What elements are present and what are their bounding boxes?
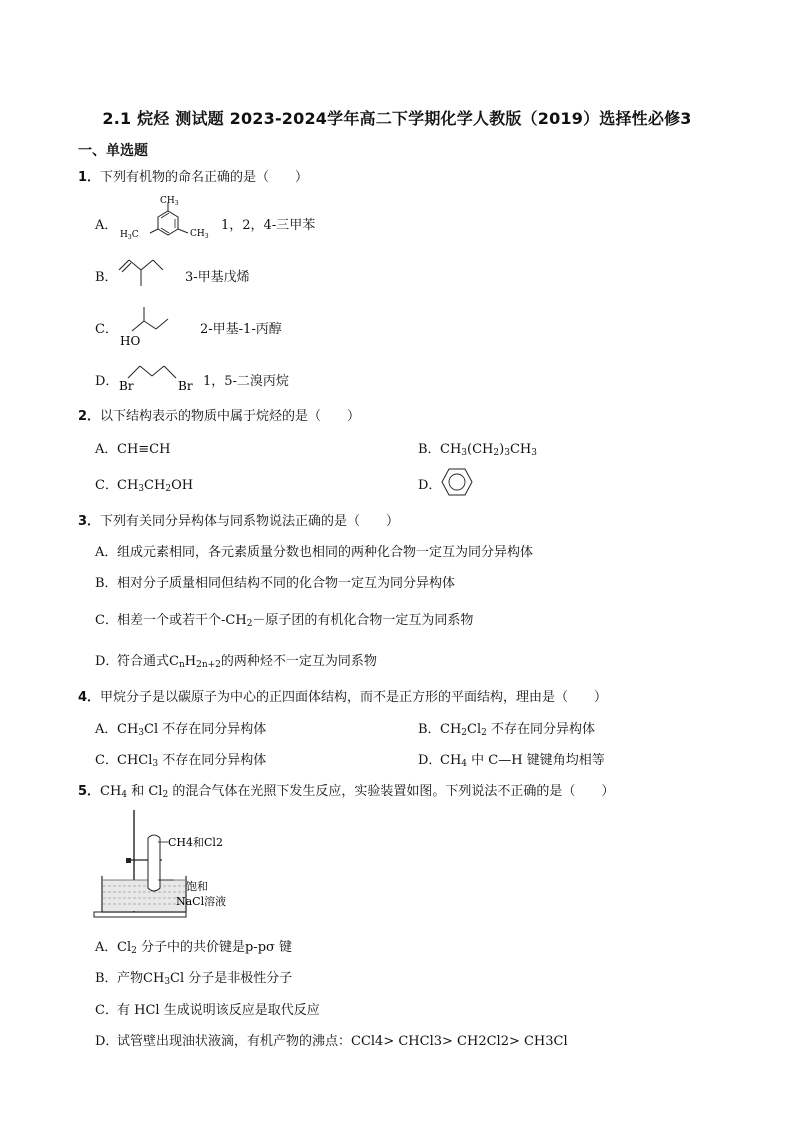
question-number: 3． (78, 514, 101, 529)
q4-option-b[interactable]: B．$CH_2Cl_2$ 不存在同分异构体 (418, 718, 595, 738)
methylpentene-structure (117, 256, 167, 292)
bromine-label-left: Br (119, 379, 134, 393)
option-text: $CH_3(CH_2)_3CH_3$ (440, 442, 537, 458)
q2-option-a[interactable] (95, 438, 170, 457)
option-text: 组成元素相同，各元素质量分数也相同的两种化合物一定互为同分异构体 (117, 545, 534, 560)
q4-option-a[interactable]: A．$CH_3Cl$ 不存在同分异构体 (95, 718, 266, 738)
question-number: 4． (78, 690, 101, 705)
question-stem: 下列有机物的命名正确的是（ ） (100, 170, 309, 185)
option-text: 分子中的共价键是p-pσ 键 (140, 940, 293, 955)
question-5: 5．$CH_4$ 和 $Cl_2$ 的混合气体在光照下发生反应，实验装置如图。下列说法不正确的是（ ） (78, 784, 615, 800)
trimethylbenzene-structure (118, 195, 223, 247)
svg-text:CH3: $CH_3$ (160, 196, 179, 207)
option-text-tail: 分子是非极性分子 (188, 971, 293, 986)
option-text-tail: 的两种烃不一定互为同系物 (220, 654, 377, 669)
hydroxyl-label: HO (120, 334, 141, 348)
option-label: C． (95, 613, 118, 628)
option-label: A． (95, 442, 118, 457)
question-stem: 以下结构表示的物质中属于烷烃的是（ ） (100, 409, 361, 424)
option-label: C． (95, 322, 118, 337)
option-text: $CH_3CH_2OH$ (117, 478, 194, 494)
option-label: C． (95, 1003, 118, 1018)
option-label: A． (95, 722, 118, 737)
svg-text:CH3: $CH_3$ (190, 229, 209, 240)
q3-option-d[interactable]: D．符合通式$C_nH_{2n+2}$的两种烃不一定互为同系物 (95, 650, 377, 670)
option-label: B． (418, 722, 441, 737)
q3-option-b[interactable] (95, 572, 455, 591)
page-title: 2.1 烷烃 测试题 2023-2024学年高二下学期化学人教版（2019）选择性必修3 (102, 109, 692, 128)
option-text: 有 HCl 生成说明该反应是取代反应 (117, 1003, 320, 1018)
q1-option-c-text: 2-甲基-1-丙醇 (200, 322, 282, 337)
experiment-apparatus-figure (92, 808, 252, 926)
option-text: 不存在同分异构体 (162, 753, 267, 768)
q1-option-a-text: 1，2，4-三甲苯 (221, 218, 316, 233)
q5-option-b[interactable]: B．产物$CH_3Cl$ 分子是非极性分子 (95, 967, 292, 987)
q2-option-c[interactable] (95, 474, 193, 494)
option-label: A． (95, 218, 118, 233)
section-heading: 一、单选题 (78, 143, 148, 159)
option-label: B． (418, 442, 441, 457)
question-stem: 下列有关同分异构体与同系物说法正确的是（ ） (100, 514, 400, 529)
q3-option-c[interactable]: C．相差一个或若干个$-CH_2-$原子团的有机化合物一定互为同系物 (95, 609, 473, 629)
q1-option-d-text: 1，5-二溴丙烷 (203, 374, 289, 389)
question-number: 2． (78, 409, 101, 424)
option-label: D． (418, 753, 442, 768)
question-stem: 的混合气体在光照下发生反应，实验装置如图。下列说法不正确的是（ ） (172, 784, 615, 799)
dibromopropane-structure (118, 360, 204, 398)
q3-option-a[interactable] (95, 541, 533, 560)
methylpropanol-structure (118, 305, 188, 353)
q1-option-b-text: 3-甲基戊烯 (185, 270, 250, 285)
option-label: A． (95, 545, 118, 560)
option-text: 不存在同分异构体 (491, 722, 596, 737)
q4-option-c[interactable]: C．CHCl$_3$ 不存在同分异构体 (95, 749, 266, 769)
option-label: D． (95, 1034, 119, 1049)
q2-option-b[interactable] (418, 438, 537, 458)
option-label: A． (95, 940, 118, 955)
option-text: 中 C—H 键键角均相等 (471, 753, 605, 768)
option-label: B． (95, 576, 118, 591)
q1-option-b[interactable] (95, 266, 117, 285)
option-text: 符合通式C (117, 654, 179, 669)
option-text-tail: －原子团的有机化合物一定互为同系物 (252, 613, 474, 628)
figure-solution-label: NaCl溶液 (176, 895, 227, 908)
q2-option-d[interactable] (418, 474, 440, 493)
option-text: 产物 (117, 971, 144, 986)
question-4 (78, 686, 607, 705)
option-label: D． (95, 374, 119, 389)
q1-option-a[interactable] (95, 214, 117, 233)
benzene-ring-structure (440, 466, 474, 502)
option-text: 不存在同分异构体 (162, 722, 267, 737)
option-text: 相对分子质量相同但结构不同的化合物一定互为同分异构体 (117, 576, 456, 591)
q5-option-c[interactable] (95, 999, 320, 1018)
figure-saturated-label: 饱和 (186, 880, 208, 893)
question-2 (78, 405, 360, 424)
q1-option-d[interactable] (95, 370, 117, 389)
question-stem: 甲烷分子是以碳原子为中心的正四面体结构，而不是正方形的平面结构，理由是（ ） (100, 690, 608, 705)
option-text: 相差一个或若干个-CH (117, 613, 247, 628)
question-number: 1． (78, 170, 101, 185)
q1-option-c[interactable] (95, 318, 117, 337)
bromine-label-right: Br (178, 379, 193, 393)
option-label: B． (95, 270, 118, 285)
q5-option-a[interactable]: A．$Cl_2$ 分子中的共价键是p-pσ 键 (95, 936, 292, 956)
question-3 (78, 510, 399, 529)
svg-text:H3C: $H_3C$ (120, 230, 139, 241)
option-label: D． (418, 478, 442, 493)
q5-option-d[interactable] (95, 1030, 568, 1049)
option-text: 试管壁出现油状液滴，有机产物的沸点：CCl4> CHCl3> CH2Cl2> CH3Cl (117, 1034, 568, 1049)
option-label: C． (95, 478, 118, 493)
figure-gas-label: CH4和Cl2 (168, 836, 223, 849)
question-number: 5． (78, 784, 101, 799)
question-1 (78, 166, 308, 185)
option-label: B． (95, 971, 118, 986)
option-text: CH≡CH (117, 442, 171, 457)
q4-option-d[interactable]: D．$CH_4$ 中 C—H 键键角均相等 (418, 749, 605, 769)
option-label: C． (95, 753, 118, 768)
option-label: D． (95, 654, 119, 669)
